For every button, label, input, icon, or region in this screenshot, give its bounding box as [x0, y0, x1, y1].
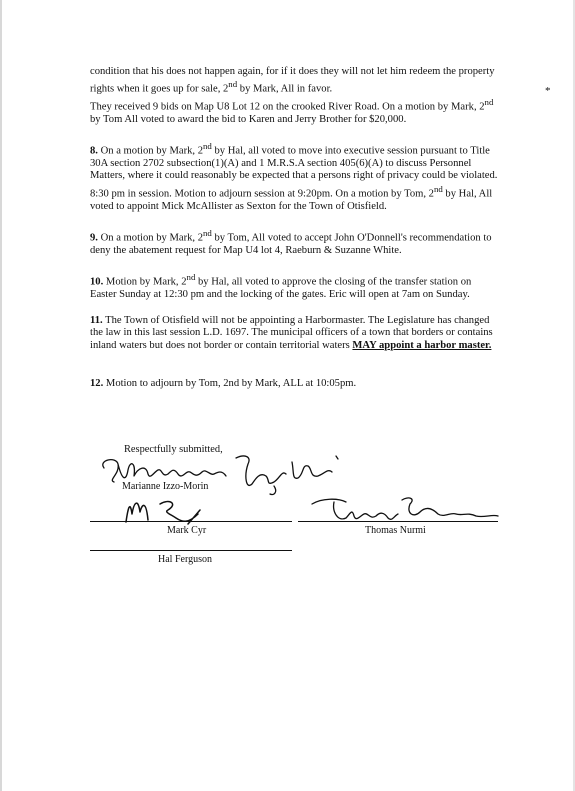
thomas-nurmi-name: Thomas Nurmi: [365, 525, 426, 536]
item-11: 11. The Town of Otisfield will not be appointing a Harbormaster. The Legislature has changed the law in this last session L.D. 1697. The municipal officers of a town that borders or contains inland waters but does not border or contain territorial waters MAY appoint a harbor master.: [90, 315, 493, 351]
item-9: 9. On a motion by Mark, 2nd by Tom, All voted to accept John O'Donnell's recommendation to deny the abatement request for Map U4 lot 4, Raeburn & Suzanne White.: [90, 227, 492, 256]
signature-line-thomas: [298, 521, 498, 522]
scan-edge-left: [0, 0, 2, 791]
signature-line-hal: [90, 550, 292, 551]
closing-line: Respectfully submitted,: [124, 444, 223, 455]
item-10: 10. Motion by Mark, 2nd by Hal, all voted to approve the closing of the transfer station on Easter Sunday at 12:30 pm and the locking of the gates. Eric will open at 7am on Sunday.: [90, 271, 472, 300]
continuation-paragraph: condition that his does not happen again, for if it does they will not let him redeem the property rights when it goes up for sale, 2nd by Mark, All in favor. They received 9 bids on Map U8 Lot 12 on the crooked River Road. On a motion by Mark, 2nd by Tom All voted to award the bid to Karen and Jerry Brother for $20,000.: [90, 66, 495, 125]
secretary-name: Marianne Izzo-Morin: [122, 481, 209, 492]
margin-mark: *: [545, 85, 551, 97]
signature-line-mark: [90, 521, 292, 522]
hal-ferguson-name: Hal Ferguson: [158, 554, 212, 565]
mark-cyr-name: Mark Cyr: [167, 525, 207, 536]
minutes-body: [90, 66, 500, 390]
item-12: 12. Motion to adjourn by Tom, 2nd by Mark, ALL at 10:05pm.: [90, 377, 357, 389]
item-8: 8. On a motion by Mark, 2nd by Hal, all voted to move into executive session pursuant to Title 30A section 2702 subsection(1)(A) and 1 M.R.S.A section 405(6)(A) to discuss Personnel Matters, where it could reasonably be expected that a persons right of privacy could be violated. 8:30 pm in session. Motion to adjourn session at 9:20pm. On a motion by Tom, 2nd by Hal, All voted to appoint Mick McAllister as Sexton for the Town of Otisfield.: [90, 141, 498, 212]
